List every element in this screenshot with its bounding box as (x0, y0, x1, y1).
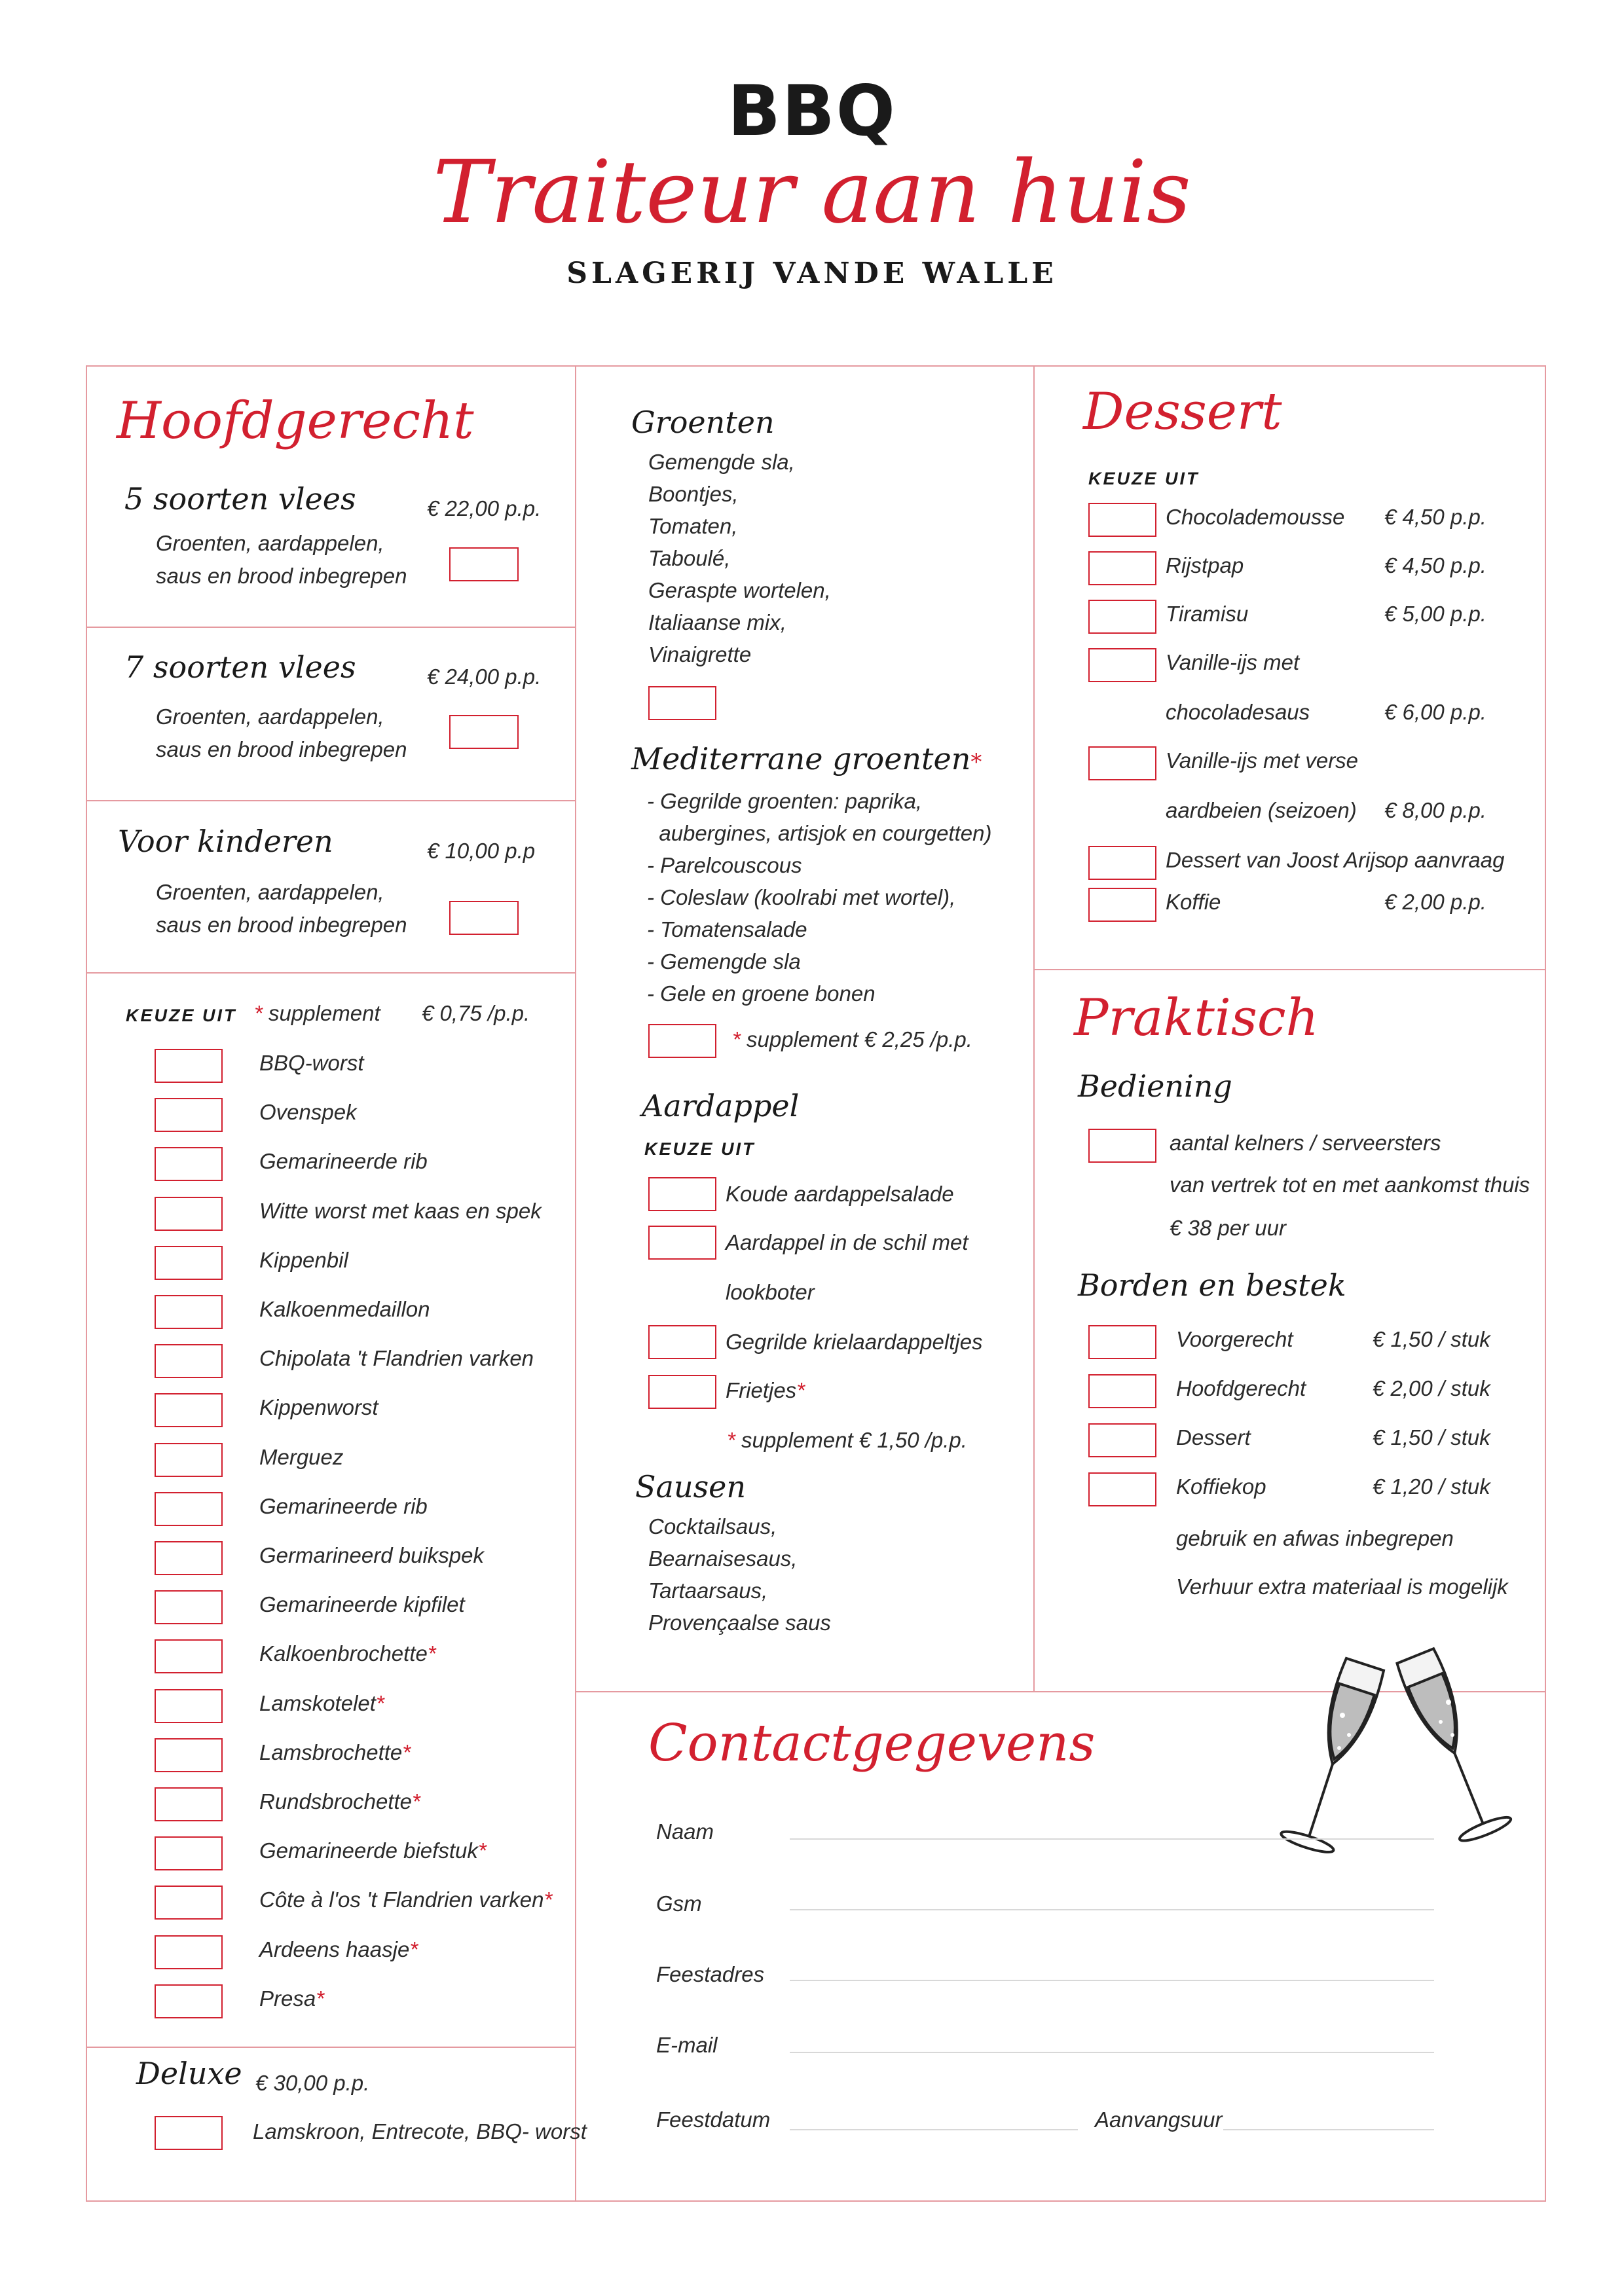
mediterrane-item: - Coleslaw (koolrabi met wortel), (647, 885, 956, 909)
deluxe-desc: Lamskroon, Entrecote, BBQ- worst (253, 2119, 587, 2143)
dessert-item-label: Vanille-ijs met verse (1166, 748, 1359, 773)
gsm-field[interactable] (790, 1909, 1434, 1910)
borden-item-price: € 2,00 / stuk (1373, 1376, 1490, 1400)
groenten-item: Taboulé, (648, 546, 731, 570)
keuze-label: KEUZE UIT (126, 1006, 237, 1025)
page-subtitle: SLAGERIJ VANDE WALLE (566, 257, 1058, 290)
vlees-item-label: Kippenbil (259, 1247, 348, 1272)
supplement-price: € 0,75 /p.p. (422, 1001, 530, 1025)
supplement-star: * (254, 1001, 263, 1025)
order-checkbox[interactable] (648, 1024, 716, 1058)
vlees-item (259, 1444, 343, 1470)
borden-item-price: € 1,50 / stuk (1373, 1327, 1490, 1351)
order-checkbox[interactable] (155, 1147, 223, 1181)
sausen-title: Sausen (635, 1469, 747, 1504)
contact-label-aanvangsuur: Aanvangsuur (1095, 2107, 1223, 2132)
divider (1033, 365, 1035, 1691)
order-checkbox[interactable] (1088, 648, 1156, 682)
dessert-item-label: Koffie (1166, 890, 1221, 914)
groenten-item: Gemengde sla, (648, 450, 795, 474)
order-checkbox[interactable] (155, 1295, 223, 1329)
divider (86, 627, 575, 628)
order-checkbox[interactable] (1088, 888, 1156, 922)
vlees-item (259, 1641, 436, 1667)
contact-label-feestadres: Feestadres (656, 1962, 765, 1986)
vlees-item-star: * (477, 1838, 487, 1863)
vlees-item-label: Presa (259, 1986, 316, 2011)
vlees-item-label: BBQ-worst (259, 1051, 364, 1075)
vlees-item (259, 1493, 428, 1520)
mediterrane-supplement (732, 1027, 972, 1053)
bediening-line: van vertrek tot en met aankomst thuis (1170, 1173, 1530, 1197)
vlees-item-star: * (375, 1690, 384, 1715)
vlees-item (259, 1345, 534, 1372)
vlees-item (259, 1986, 324, 2012)
order-checkbox[interactable] (155, 2116, 223, 2150)
menu-item-desc: Groenten, aardappelen, (156, 531, 384, 555)
keuze-label: KEUZE UIT (1088, 469, 1200, 488)
vlees-item (259, 1887, 552, 1913)
vlees-item-label: Gemarineerde biefstuk (259, 1838, 478, 1863)
menu-item-name: 5 soorten vlees (124, 481, 356, 517)
supplement-text: supplement € 1,50 /p.p. (741, 1428, 967, 1452)
vlees-item-label: Gemarineerde rib (259, 1493, 428, 1518)
vlees-item-label: Merguez (259, 1444, 344, 1469)
menu-item-name: Voor kinderen (118, 824, 333, 859)
naam-field[interactable] (790, 1838, 1434, 1840)
order-checkbox[interactable] (1088, 503, 1156, 537)
groenten-title: Groenten (631, 405, 775, 440)
sausen-item: Provençaalse saus (648, 1611, 831, 1635)
groenten-item: Geraspte wortelen, (648, 578, 831, 602)
email-field[interactable] (790, 2052, 1434, 2053)
divider (86, 800, 575, 801)
feestadres-field[interactable] (790, 1980, 1434, 1981)
vlees-item-star: * (427, 1641, 436, 1666)
bediening-line: aantal kelners / serveersters (1170, 1131, 1441, 1155)
order-checkbox[interactable] (155, 1590, 223, 1624)
supplement-star: * (727, 1428, 735, 1452)
vlees-item (259, 1394, 378, 1421)
deluxe-price: € 30,00 p.p. (255, 2071, 370, 2095)
sausen-item: Cocktailsaus, (648, 1514, 777, 1539)
borden-item-label: Hoofdgerecht (1176, 1376, 1306, 1400)
divider (1033, 969, 1546, 970)
contact-label-email: E-mail (656, 2033, 718, 2057)
vlees-item-label: Kippenworst (259, 1395, 378, 1420)
borden-item-label: Dessert (1176, 1425, 1251, 1449)
borden-item-price: € 1,20 / stuk (1373, 1474, 1490, 1499)
order-checkbox[interactable] (1088, 600, 1156, 634)
mediterrane-item: aubergines, artisjok en courgetten) (647, 821, 992, 845)
sausen-item: Tartaarsaus, (648, 1578, 768, 1603)
vlees-item-label: Côte à l'os 't Flandrien varken (259, 1887, 544, 1912)
divider (575, 365, 576, 2202)
vlees-item-label: Kalkoenbrochette (259, 1641, 428, 1666)
menu-item-price: € 22,00 p.p. (427, 496, 542, 520)
aardappel-item: Koude aardappelsalade (726, 1182, 954, 1206)
borden-item-label: Voorgerecht (1176, 1327, 1293, 1351)
dessert-title: Dessert (1083, 382, 1282, 441)
vlees-item (259, 1690, 384, 1717)
dessert-item-price: € 4,50 p.p. (1384, 553, 1486, 577)
vlees-item-label: Chipolata 't Flandrien varken (259, 1346, 534, 1371)
order-checkbox[interactable] (155, 1886, 223, 1920)
dessert-item-price: € 4,50 p.p. (1384, 505, 1486, 529)
order-checkbox[interactable] (155, 1246, 223, 1280)
menu-item-desc: Groenten, aardappelen, (156, 704, 384, 729)
vlees-item-star: * (411, 1789, 420, 1813)
order-checkbox[interactable] (449, 901, 519, 935)
order-checkbox[interactable] (155, 1492, 223, 1526)
order-checkbox[interactable] (648, 1226, 716, 1260)
vlees-item (259, 1099, 357, 1125)
mediterrane-item: - Gemengde sla (647, 949, 801, 974)
groenten-item: Tomaten, (648, 514, 738, 538)
aardappel-title: Aardappel (642, 1088, 800, 1123)
praktisch-title: Praktisch (1074, 989, 1319, 1048)
menu-item-desc: Groenten, aardappelen, (156, 880, 384, 904)
order-checkbox[interactable] (155, 1393, 223, 1427)
bediening-title: Bediening (1078, 1068, 1232, 1104)
aardappel-item: Aardappel in de schil met (726, 1230, 969, 1254)
vlees-item (259, 1296, 430, 1322)
vlees-item-star: * (544, 1887, 553, 1912)
sausen-item: Bearnaisesaus, (648, 1546, 798, 1571)
order-checkbox[interactable] (1088, 1374, 1156, 1408)
order-checkbox[interactable] (155, 1984, 223, 2018)
bediening-line: € 38 per uur (1170, 1216, 1286, 1240)
menu-item-desc: saus en brood inbegrepen (156, 737, 407, 761)
vlees-item (259, 1542, 484, 1569)
aardappel-supplement (727, 1427, 967, 1453)
vlees-item-label: Kalkoenmedaillon (259, 1297, 430, 1321)
dessert-item-label: Chocolademousse (1166, 505, 1345, 529)
order-checkbox[interactable] (155, 1098, 223, 1132)
dessert-item-price: € 6,00 p.p. (1384, 700, 1486, 724)
aardappel-item: Gegrilde krielaardappeltjes (726, 1330, 983, 1354)
mediterrane-star: * (970, 749, 982, 775)
vlees-item-label: Lamskotelet (259, 1690, 376, 1715)
menu-item-price: € 24,00 p.p. (427, 665, 542, 689)
dessert-item-label: Tiramisu (1166, 602, 1249, 626)
dessert-item-label: chocoladesaus (1166, 700, 1310, 724)
groenten-item: Boontjes, (648, 482, 739, 506)
mediterrane-item: - Gegrilde groenten: paprika, (647, 789, 923, 813)
aardappel-item (726, 1377, 805, 1404)
order-checkbox[interactable] (1088, 1129, 1156, 1163)
order-checkbox[interactable] (1088, 1472, 1156, 1506)
header-bbq: BBQ (728, 71, 896, 151)
menu-item-desc: saus en brood inbegrepen (156, 913, 407, 937)
order-checkbox[interactable] (1088, 1423, 1156, 1457)
supplement-text: supplement € 2,25 /p.p. (747, 1027, 972, 1051)
dessert-item-label: Rijstpap (1166, 553, 1244, 577)
order-checkbox[interactable] (449, 715, 519, 749)
dessert-item-label: Vanille-ijs met (1166, 650, 1300, 674)
vlees-item (259, 1937, 418, 1963)
order-checkbox[interactable] (648, 1325, 716, 1359)
menu-item-desc: saus en brood inbegrepen (156, 564, 407, 588)
vlees-item-label: Ardeens haasje (259, 1937, 410, 1961)
order-checkbox[interactable] (155, 1197, 223, 1231)
mediterrane-item: - Gele en groene bonen (647, 981, 876, 1006)
menu-item-name: 7 soorten vlees (124, 649, 356, 685)
vlees-item-star: * (409, 1937, 418, 1961)
borden-item-price: € 1,50 / stuk (1373, 1425, 1490, 1449)
deluxe-title: Deluxe (136, 2056, 242, 2091)
vlees-item-star: * (316, 1986, 325, 2011)
frietjes-star: * (796, 1378, 805, 1402)
praktisch-note: gebruik en afwas inbegrepen (1176, 1526, 1454, 1550)
keuze-label: KEUZE UIT (644, 1139, 756, 1159)
order-checkbox[interactable] (1088, 551, 1156, 585)
supplement-label: supplement (268, 1001, 380, 1025)
vlees-item-label: Rundsbrochette (259, 1789, 412, 1813)
supplement-star: * (732, 1027, 741, 1051)
vlees-item-label: Lamsbrochette (259, 1740, 403, 1764)
vlees-item-star: * (402, 1740, 411, 1764)
order-checkbox[interactable] (155, 1443, 223, 1477)
dessert-item-price: op aanvraag (1384, 848, 1505, 872)
dessert-item-price: € 2,00 p.p. (1384, 890, 1486, 914)
mediterrane-title (631, 741, 982, 776)
order-checkbox[interactable] (155, 1689, 223, 1723)
order-checkbox[interactable] (1088, 846, 1156, 880)
contact-label-feestdatum: Feestdatum (656, 2107, 771, 2132)
order-checkbox[interactable] (1088, 746, 1156, 780)
vlees-item (259, 1198, 542, 1224)
dessert-item-price: € 8,00 p.p. (1384, 798, 1486, 822)
hoofdgerecht-title: Hoofdgerecht (117, 392, 474, 450)
vlees-item (259, 1592, 465, 1618)
order-checkbox[interactable] (648, 1375, 716, 1409)
contact-title: Contactgegevens (648, 1714, 1096, 1773)
groenten-item: Vinaigrette (648, 642, 752, 666)
borden-item-label: Koffiekop (1176, 1474, 1266, 1499)
borden-title: Borden en bestek (1078, 1267, 1346, 1303)
vlees-item-label: Gemarineerde kipfilet (259, 1592, 465, 1617)
menu-item-price: € 10,00 p.p (427, 839, 536, 863)
order-checkbox[interactable] (155, 1935, 223, 1969)
dessert-item-label: Dessert van Joost Arijs (1166, 848, 1386, 872)
contact-label-gsm: Gsm (656, 1891, 702, 1916)
aanvangsuur-field[interactable] (1223, 2129, 1434, 2130)
order-checkbox[interactable] (155, 1049, 223, 1083)
vlees-item (259, 1838, 487, 1864)
order-checkbox[interactable] (155, 1738, 223, 1772)
page-title: Traiteur aan huis (433, 142, 1191, 243)
praktisch-note: Verhuur extra materiaal is mogelijk (1176, 1575, 1508, 1599)
order-checkbox[interactable] (1088, 1325, 1156, 1359)
order-checkbox[interactable] (155, 1787, 223, 1821)
vlees-item (259, 1247, 348, 1273)
vlees-item (259, 1148, 428, 1175)
aardappel-item: lookboter (726, 1280, 815, 1304)
order-checkbox[interactable] (155, 1836, 223, 1870)
mediterrane-item: - Tomatensalade (647, 917, 807, 941)
mediterrane-title-text: Mediterrane groenten (631, 741, 971, 776)
vlees-item (259, 1789, 420, 1815)
contact-label-naam: Naam (656, 1819, 714, 1844)
vlees-item-label: Witte worst met kaas en spek (259, 1198, 542, 1223)
vlees-item-label: Gemarineerde rib (259, 1149, 428, 1174)
order-checkbox[interactable] (648, 686, 716, 720)
order-checkbox[interactable] (449, 547, 519, 581)
vlees-item (259, 1740, 411, 1766)
dessert-item-label: aardbeien (seizoen) (1166, 798, 1357, 822)
mediterrane-item: - Parelcouscous (647, 853, 802, 877)
vlees-item-label: Germarineerd buikspek (259, 1543, 484, 1567)
vlees-item-label: Ovenspek (259, 1100, 357, 1125)
groenten-item: Italiaanse mix, (648, 610, 786, 634)
divider (86, 2047, 575, 2048)
order-checkbox[interactable] (155, 1541, 223, 1575)
order-checkbox[interactable] (648, 1177, 716, 1211)
champagne-glasses-icon (1277, 1637, 1526, 1886)
vlees-item (259, 1050, 364, 1076)
divider (86, 972, 575, 974)
frietjes-label: Frietjes (726, 1378, 797, 1402)
order-checkbox[interactable] (155, 1344, 223, 1378)
order-checkbox[interactable] (155, 1639, 223, 1673)
dessert-item-price: € 5,00 p.p. (1384, 602, 1486, 626)
feestdatum-field[interactable] (790, 2129, 1078, 2130)
